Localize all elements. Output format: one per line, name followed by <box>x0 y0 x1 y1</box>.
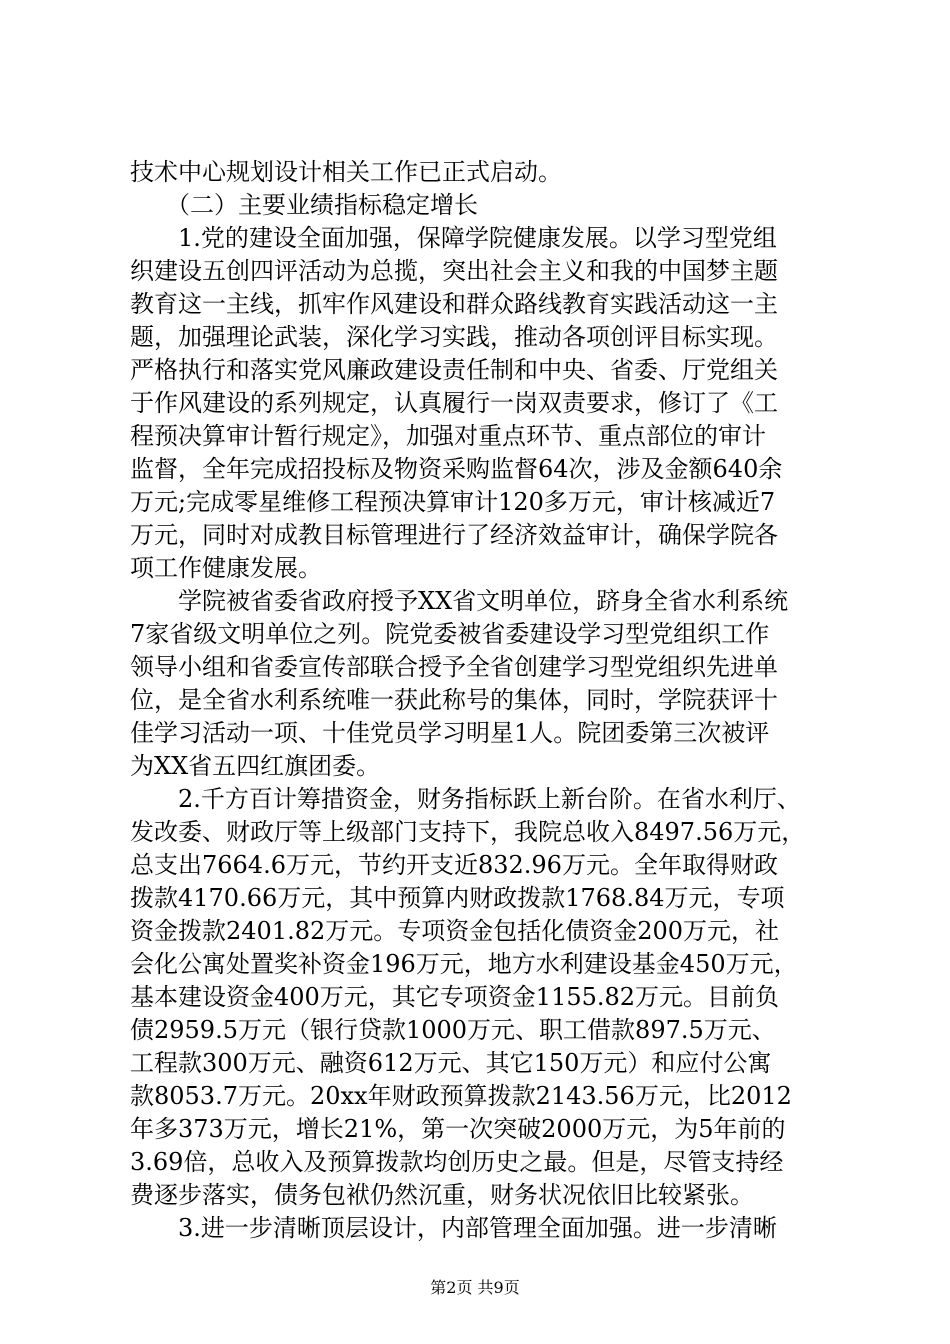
text-line: 学院被省委省政府授予XX省文明单位，跻身全省水利系统 <box>130 587 789 615</box>
text-line: 工程款300万元、融资612万元、其它150万元）和应付公寓 <box>130 1049 772 1077</box>
text-line: 7家省级文明单位之列。院党委被省委建设学习型党组织工作 <box>130 620 770 648</box>
text-line: 为XX省五四红旗团委。 <box>130 752 381 780</box>
text-line: 债2959.5万元（银行贷款1000万元、职工借款897.5万元、 <box>130 1016 776 1044</box>
text-line: 1.党的建设全面加强，保障学院健康发展。以学习型党组 <box>130 224 777 252</box>
text-line: 会化公寓处置奖补资金196万元，地方水利建设基金450万元， <box>130 950 798 978</box>
text-line: 万元;完成零星维修工程预决算审计120多万元，审计核减近7 <box>130 488 776 516</box>
text-line: 项工作健康发展。 <box>130 554 322 582</box>
text-line: 监督，全年完成招投标及物资采购监督64次，涉及金额640余 <box>130 455 783 483</box>
text-line: 佳学习活动一项、十佳党员学习明星1人。院团委第三次被评 <box>130 719 770 747</box>
text-line: 位，是全省水利系统唯一获此称号的集体，同时，学院获评十 <box>130 686 778 714</box>
text-line: 技术中心规划设计相关工作已正式启动。 <box>130 158 562 186</box>
text-line: 织建设五创四评活动为总揽，突出社会主义和我的中国梦主题 <box>130 257 778 285</box>
text-line: 基本建设资金400万元，其它专项资金1155.82万元。目前负 <box>130 983 780 1011</box>
body-text <box>130 156 835 1245</box>
text-line: 万元，同时对成教目标管理进行了经济效益审计，确保学院各 <box>130 521 778 549</box>
text-line: 款8053.7万元。20xx年财政预算拨款2143.56万元，比2012 <box>130 1082 792 1110</box>
text-line: 总支出7664.6万元，节约开支近832.96万元。全年取得财政 <box>130 851 778 879</box>
text-line: 发改委、财政厅等上级部门支持下，我院总收入8497.56万元， <box>130 818 806 846</box>
text-line: 年多373万元，增长21%，第一次突破2000万元，为5年前的 <box>130 1115 786 1143</box>
text-line: 于作风建设的系列规定，认真履行一岗双责要求，修订了《工 <box>130 389 778 417</box>
text-line: 领导小组和省委宣传部联合授予全省创建学习型党组织先进单 <box>130 653 778 681</box>
text-line: 资金拨款2401.82万元。专项资金包括化债资金200万元，社 <box>130 917 780 945</box>
text-line: （二）主要业绩指标稳定增长 <box>130 191 478 219</box>
text-line: 2.千方百计筹措资金，财务指标跃上新台阶。在省水利厅、 <box>130 785 801 813</box>
text-line: 费逐步落实，债务包袱仍然沉重，财务状况依旧比较紧张。 <box>130 1181 754 1209</box>
text-line: 教育这一主线，抓牢作风建设和群众路线教育实践活动这一主 <box>130 290 778 318</box>
page-footer: 第2页 共9页 <box>430 1278 520 1297</box>
text-line: 3.进一步清晰顶层设计，内部管理全面加强。进一步清晰 <box>130 1214 777 1242</box>
text-line: 严格执行和落实党风廉政建设责任制和中央、省委、厅党组关 <box>130 356 778 384</box>
text-line: 拨款4170.66万元，其中预算内财政拨款1768.84万元，专项 <box>130 884 785 912</box>
text-line: 程预决算审计暂行规定》，加强对重点环节、重点部位的审计 <box>130 422 766 450</box>
text-line: 3.69倍，总收入及预算拨款均创历史之最。但是，尽管支持经 <box>130 1148 784 1176</box>
text-line: 题，加强理论武装，深化学习实践，推动各项创评目标实现。 <box>130 323 778 351</box>
